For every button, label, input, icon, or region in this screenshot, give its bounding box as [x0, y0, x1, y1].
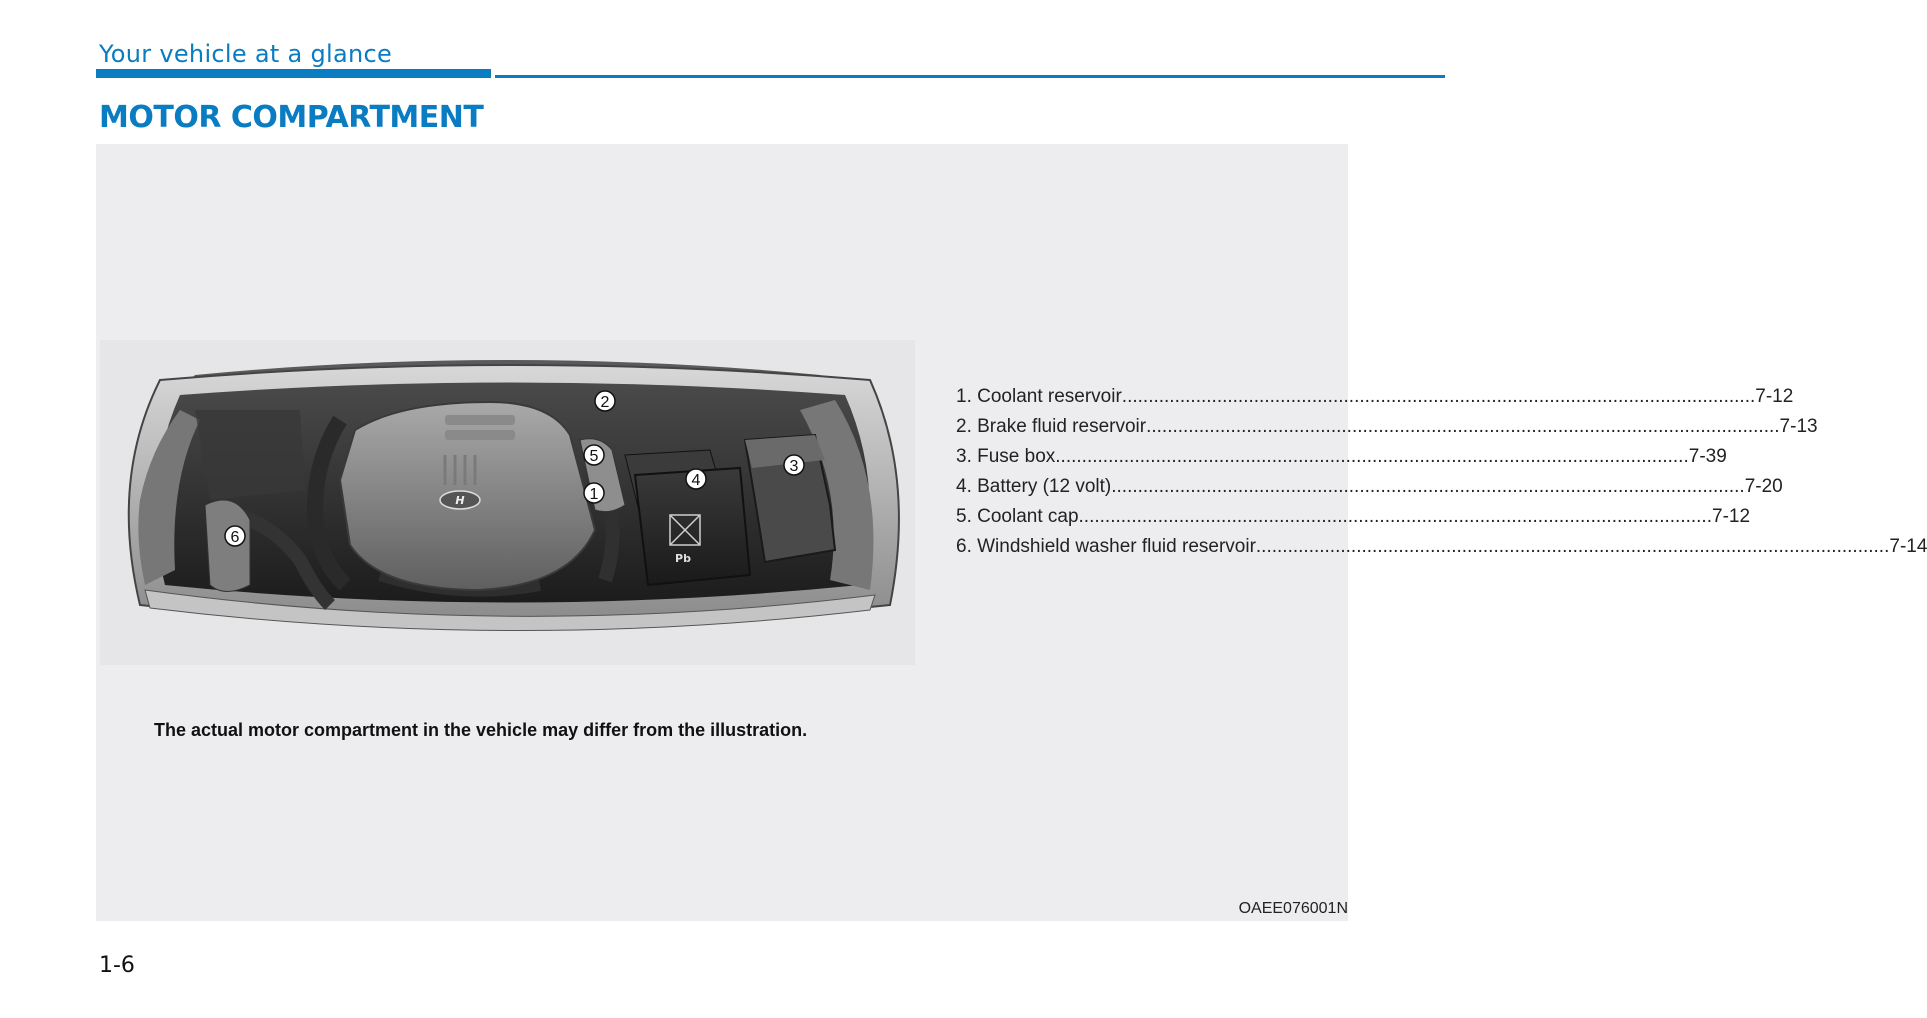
list-item — [956, 474, 1783, 504]
part-page-ref: 7-13 — [1779, 416, 1818, 437]
battery-marking: Pb — [675, 552, 691, 565]
callout-5 — [584, 445, 604, 465]
callout-3 — [784, 455, 804, 475]
svg-text:5: 5 — [589, 448, 599, 465]
page-number: 1-6 — [99, 953, 135, 978]
figure-caption: The actual motor compartment in the vehicle may differ from the illustration. — [154, 720, 808, 740]
part-label: 2. Brake fluid reservoir — [956, 416, 1147, 437]
part-page-ref: 7-39 — [1688, 446, 1727, 467]
part-label: 1. Coolant reservoir — [956, 386, 1122, 407]
callout-4 — [686, 469, 706, 489]
list-item — [956, 504, 1751, 534]
part-label: 4. Battery (12 volt) — [956, 476, 1112, 497]
part-label: 3. Fuse box — [956, 446, 1056, 467]
svg-text:4: 4 — [691, 472, 701, 489]
svg-text:2: 2 — [600, 394, 610, 411]
part-label: 6. Windshield washer fluid reservoir — [956, 536, 1256, 557]
dot-leader: ........................................................................................................................ — [1255, 536, 1890, 557]
figure-code: OAEE076001N — [1238, 900, 1348, 917]
dot-leader: ........................................................................................................................ — [1146, 416, 1780, 437]
list-item — [956, 414, 1818, 444]
svg-text:6: 6 — [230, 529, 240, 546]
callout-1 — [584, 483, 604, 503]
header-rule-thick — [96, 69, 491, 78]
part-page-ref: 7-14 — [1889, 536, 1927, 557]
list-item — [956, 444, 1727, 474]
section-title: Your vehicle at a glance — [99, 40, 393, 68]
part-page-ref: 7-12 — [1712, 506, 1751, 527]
svg-text:3: 3 — [789, 458, 799, 475]
dot-leader: ........................................................................................................................ — [1121, 386, 1756, 407]
part-label: 5. Coolant cap — [956, 506, 1079, 527]
part-page-ref: 7-12 — [1755, 386, 1794, 407]
part-page-ref: 7-20 — [1744, 476, 1783, 497]
list-item — [956, 384, 1794, 414]
dot-leader: ........................................................................................................................ — [1078, 506, 1712, 527]
callout-6 — [225, 526, 245, 546]
header-rule-thin — [495, 75, 1445, 78]
callout-2 — [595, 391, 615, 411]
svg-text:1: 1 — [589, 486, 599, 503]
dot-leader: ........................................................................................................................ — [1111, 476, 1745, 497]
dot-leader: ........................................................................................................................ — [1055, 446, 1689, 467]
motor-compartment-illustration — [100, 340, 915, 665]
page-heading: MOTOR COMPARTMENT — [99, 100, 484, 135]
svg-text:H: H — [455, 494, 465, 507]
parts-list — [956, 384, 1927, 564]
list-item — [956, 534, 1927, 564]
